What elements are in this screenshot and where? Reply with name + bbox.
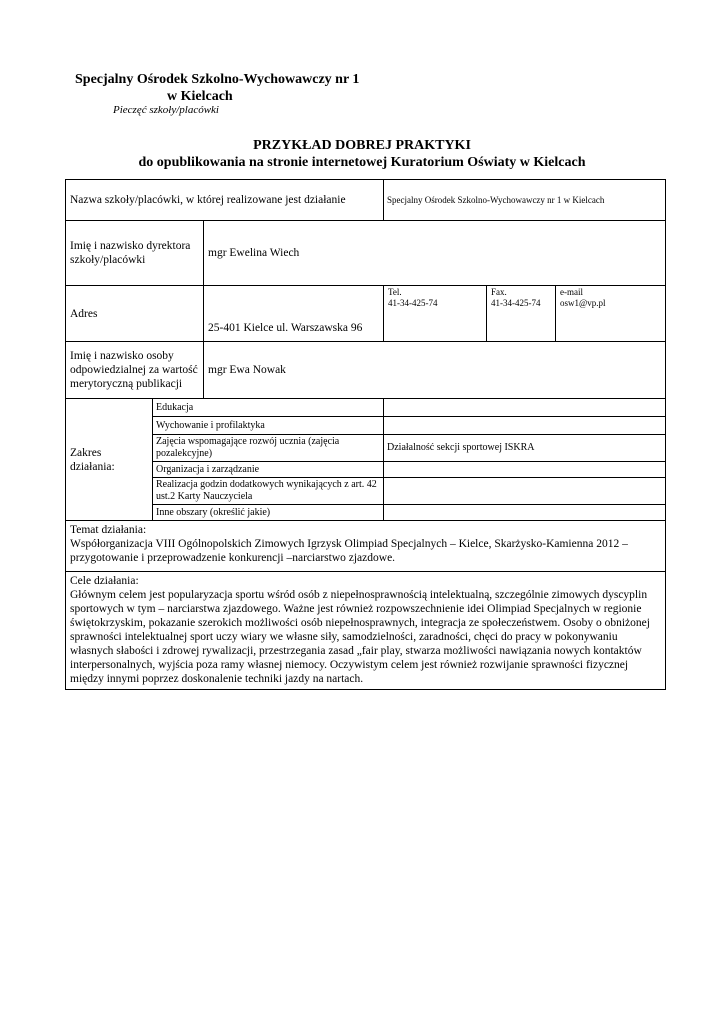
scope-value-empty bbox=[384, 462, 666, 478]
email-cell bbox=[556, 286, 666, 342]
address-value: 25-401 Kielce ul. Warszawska 96 bbox=[204, 286, 384, 342]
fax-value: 41-34-425-74 bbox=[491, 298, 541, 308]
goals-text: Głównym celem jest popularyzacja sportu wśród osób z niepełnosprawnością intelektualną, szczególnie zimowych dyscyplin sportowych w tym – narciarstwa zjazdowego. Ważne jest również rozpowszechnienie idei Olimpiad Specjalnych w regionie świętokrzyskim, pokazanie szerokich możliwości osób niepełnosprawnych, integracja ze społeczeństwem. Osoby o obniżonej sprawności intelektualnej sport uczy wiary we własne siły, samodzielności, zaradności, chęci do pracy w pokonywaniu własnych słabości i zdrowej rywalizacji, przestrzegania zasad „fair play, stwarza możliwości nawiązania nowych kontaktów interpersonalnych, wyjścia poza ramy własnej niemocy. Oczywistym celem jest również rozwijanie sprawności fizycznej między innymi poprzez doskonalenie techniki jazdy na nartach. bbox=[70, 589, 650, 685]
school-stamp-caption: Pieczęć szkoły/placówki bbox=[113, 104, 219, 116]
scope-item: Zajęcia wspomagające rozwój ucznia (zajęcia pozalekcyjne) bbox=[153, 435, 384, 462]
address-label: Adres bbox=[66, 286, 204, 342]
goals-cell bbox=[66, 572, 666, 690]
school-name-header: Specjalny Ośrodek Szkolno-Wychowawczy nr 1 bbox=[75, 72, 360, 87]
responsible-person-value: mgr Ewa Nowak bbox=[204, 342, 666, 399]
goals-label: Cele działania: bbox=[70, 575, 139, 587]
director-value: mgr Ewelina Wiech bbox=[204, 221, 666, 286]
document-subtitle: do opublikowania na stronie internetowej Kuratorium Oświaty w Kielcach bbox=[138, 155, 586, 170]
scope-value-empty bbox=[384, 399, 666, 417]
phone-cell bbox=[384, 286, 487, 342]
topic-cell bbox=[66, 521, 666, 572]
scope-label: Zakres działania: bbox=[66, 399, 153, 521]
school-city-header: w Kielcach bbox=[167, 89, 233, 104]
topic-label: Temat działania: bbox=[70, 524, 147, 536]
email-label: e-mail bbox=[560, 287, 584, 297]
scope-value-empty bbox=[384, 505, 666, 521]
scope-value: Działalność sekcji sportowej ISKRA bbox=[384, 435, 666, 462]
email-value: osw1@vp.pl bbox=[560, 298, 606, 308]
topic-text: Współorganizacja VIII Ogólnopolskich Zimowych Igrzysk Olimpiad Specjalnych – Kielce, Skarżysko-Kamienna 2012 – przygotowanie i przeprowadzenie konkurencji –narciarstwo zjazdowe. bbox=[70, 538, 628, 564]
phone-label: Tel. bbox=[388, 287, 402, 297]
scope-item: Wychowanie i profilaktyka bbox=[153, 417, 384, 435]
practice-form-table bbox=[65, 179, 666, 690]
phone-value: 41-34-425-74 bbox=[388, 298, 438, 308]
scope-item: Edukacja bbox=[153, 399, 384, 417]
scope-value-empty bbox=[384, 478, 666, 505]
fax-label: Fax. bbox=[491, 287, 507, 297]
scope-item: Inne obszary (określić jakie) bbox=[153, 505, 384, 521]
director-label: Imię i nazwisko dyrektora szkoły/placówki bbox=[66, 221, 204, 286]
school-name-label: Nazwa szkoły/placówki, w której realizowane jest działanie bbox=[66, 180, 384, 221]
scope-item: Organizacja i zarządzanie bbox=[153, 462, 384, 478]
responsible-person-label: Imię i nazwisko osoby odpowiedzialnej za wartość merytoryczną publikacji bbox=[66, 342, 204, 399]
school-name-value: Specjalny Ośrodek Szkolno-Wychowawczy nr 1 w Kielcach bbox=[384, 180, 666, 221]
scope-item: Realizacja godzin dodatkowych wynikających z art. 42 ust.2 Karty Nauczyciela bbox=[153, 478, 384, 505]
scope-value-empty bbox=[384, 417, 666, 435]
fax-cell bbox=[487, 286, 556, 342]
document-title: PRZYKŁAD DOBREJ PRAKTYKI bbox=[253, 138, 471, 153]
